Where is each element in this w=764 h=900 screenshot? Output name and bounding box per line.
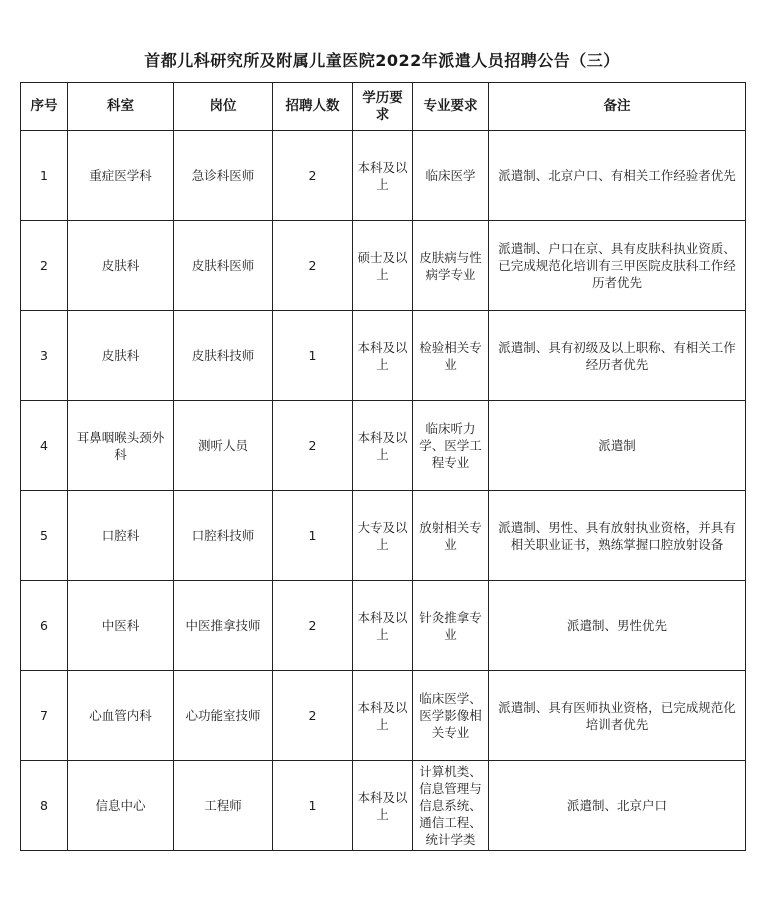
cell-position: 皮肤科医师 <box>174 221 273 311</box>
table-row <box>21 581 746 671</box>
cell-major: 临床听力学、医学工程专业 <box>413 401 489 491</box>
cell-seq: 5 <box>21 491 68 581</box>
cell-dept: 口腔科 <box>68 491 174 581</box>
table-row <box>21 311 746 401</box>
cell-notes: 派遣制、男性、具有放射执业资格，并具有相关职业证书，熟练掌握口腔放射设备 <box>489 491 746 581</box>
table-row <box>21 491 746 581</box>
cell-dept: 重症医学科 <box>68 131 174 221</box>
cell-seq: 8 <box>21 761 68 851</box>
cell-major: 皮肤病与性病学专业 <box>413 221 489 311</box>
cell-seq: 7 <box>21 671 68 761</box>
page-title: 首都儿科研究所及附属儿童医院2022年派遣人员招聘公告（三） <box>144 51 620 70</box>
cell-count: 1 <box>273 311 353 401</box>
cell-major: 放射相关专业 <box>413 491 489 581</box>
cell-notes: 派遣制、北京户口、有相关工作经验者优先 <box>489 131 746 221</box>
cell-education: 硕士及以上 <box>353 221 413 311</box>
cell-seq: 4 <box>21 401 68 491</box>
cell-education: 本科及以上 <box>353 761 413 851</box>
cell-education: 本科及以上 <box>353 311 413 401</box>
cell-education: 大专及以上 <box>353 491 413 581</box>
cell-position: 测听人员 <box>174 401 273 491</box>
cell-count: 1 <box>273 491 353 581</box>
cell-notes: 派遣制、北京户口 <box>489 761 746 851</box>
cell-seq: 3 <box>21 311 68 401</box>
cell-count: 2 <box>273 671 353 761</box>
cell-education: 本科及以上 <box>353 401 413 491</box>
table-row <box>21 401 746 491</box>
table-header-row <box>21 83 746 131</box>
cell-education: 本科及以上 <box>353 131 413 221</box>
cell-dept: 皮肤科 <box>68 221 174 311</box>
header-seq: 序号 <box>21 83 68 131</box>
table-row <box>21 671 746 761</box>
cell-position: 皮肤科技师 <box>174 311 273 401</box>
table-row <box>21 221 746 311</box>
cell-notes: 派遣制、户口在京、具有皮肤科执业资质、已完成规范化培训有三甲医院皮肤科工作经历者优先 <box>489 221 746 311</box>
cell-notes: 派遣制 <box>489 401 746 491</box>
header-notes: 备注 <box>489 83 746 131</box>
cell-count: 2 <box>273 221 353 311</box>
cell-position: 中医推拿技师 <box>174 581 273 671</box>
header-position: 岗位 <box>174 83 273 131</box>
cell-notes: 派遣制、具有初级及以上职称、有相关工作经历者优先 <box>489 311 746 401</box>
table-row <box>21 131 746 221</box>
cell-seq: 2 <box>21 221 68 311</box>
recruitment-table <box>20 82 746 851</box>
cell-major: 临床医学、医学影像相关专业 <box>413 671 489 761</box>
cell-count: 2 <box>273 131 353 221</box>
cell-dept: 皮肤科 <box>68 311 174 401</box>
cell-education: 本科及以上 <box>353 581 413 671</box>
header-major: 专业要求 <box>413 83 489 131</box>
cell-education: 本科及以上 <box>353 671 413 761</box>
cell-dept: 耳鼻咽喉头颈外科 <box>68 401 174 491</box>
cell-major: 检验相关专业 <box>413 311 489 401</box>
header-education: 学历要求 <box>353 83 413 131</box>
cell-notes: 派遣制、男性优先 <box>489 581 746 671</box>
cell-count: 2 <box>273 401 353 491</box>
header-count: 招聘人数 <box>273 83 353 131</box>
cell-seq: 1 <box>21 131 68 221</box>
cell-count: 1 <box>273 761 353 851</box>
cell-dept: 心血管内科 <box>68 671 174 761</box>
cell-position: 心功能室技师 <box>174 671 273 761</box>
cell-major: 计算机类、信息管理与信息系统、通信工程、统计学类 <box>413 761 489 851</box>
cell-notes: 派遣制、具有医师执业资格，已完成规范化培训者优先 <box>489 671 746 761</box>
cell-dept: 信息中心 <box>68 761 174 851</box>
cell-major: 针灸推拿专业 <box>413 581 489 671</box>
cell-position: 口腔科技师 <box>174 491 273 581</box>
cell-seq: 6 <box>21 581 68 671</box>
cell-major: 临床医学 <box>413 131 489 221</box>
cell-position: 急诊科医师 <box>174 131 273 221</box>
cell-position: 工程师 <box>174 761 273 851</box>
cell-count: 2 <box>273 581 353 671</box>
header-dept: 科室 <box>68 83 174 131</box>
table-row <box>21 761 746 851</box>
cell-dept: 中医科 <box>68 581 174 671</box>
